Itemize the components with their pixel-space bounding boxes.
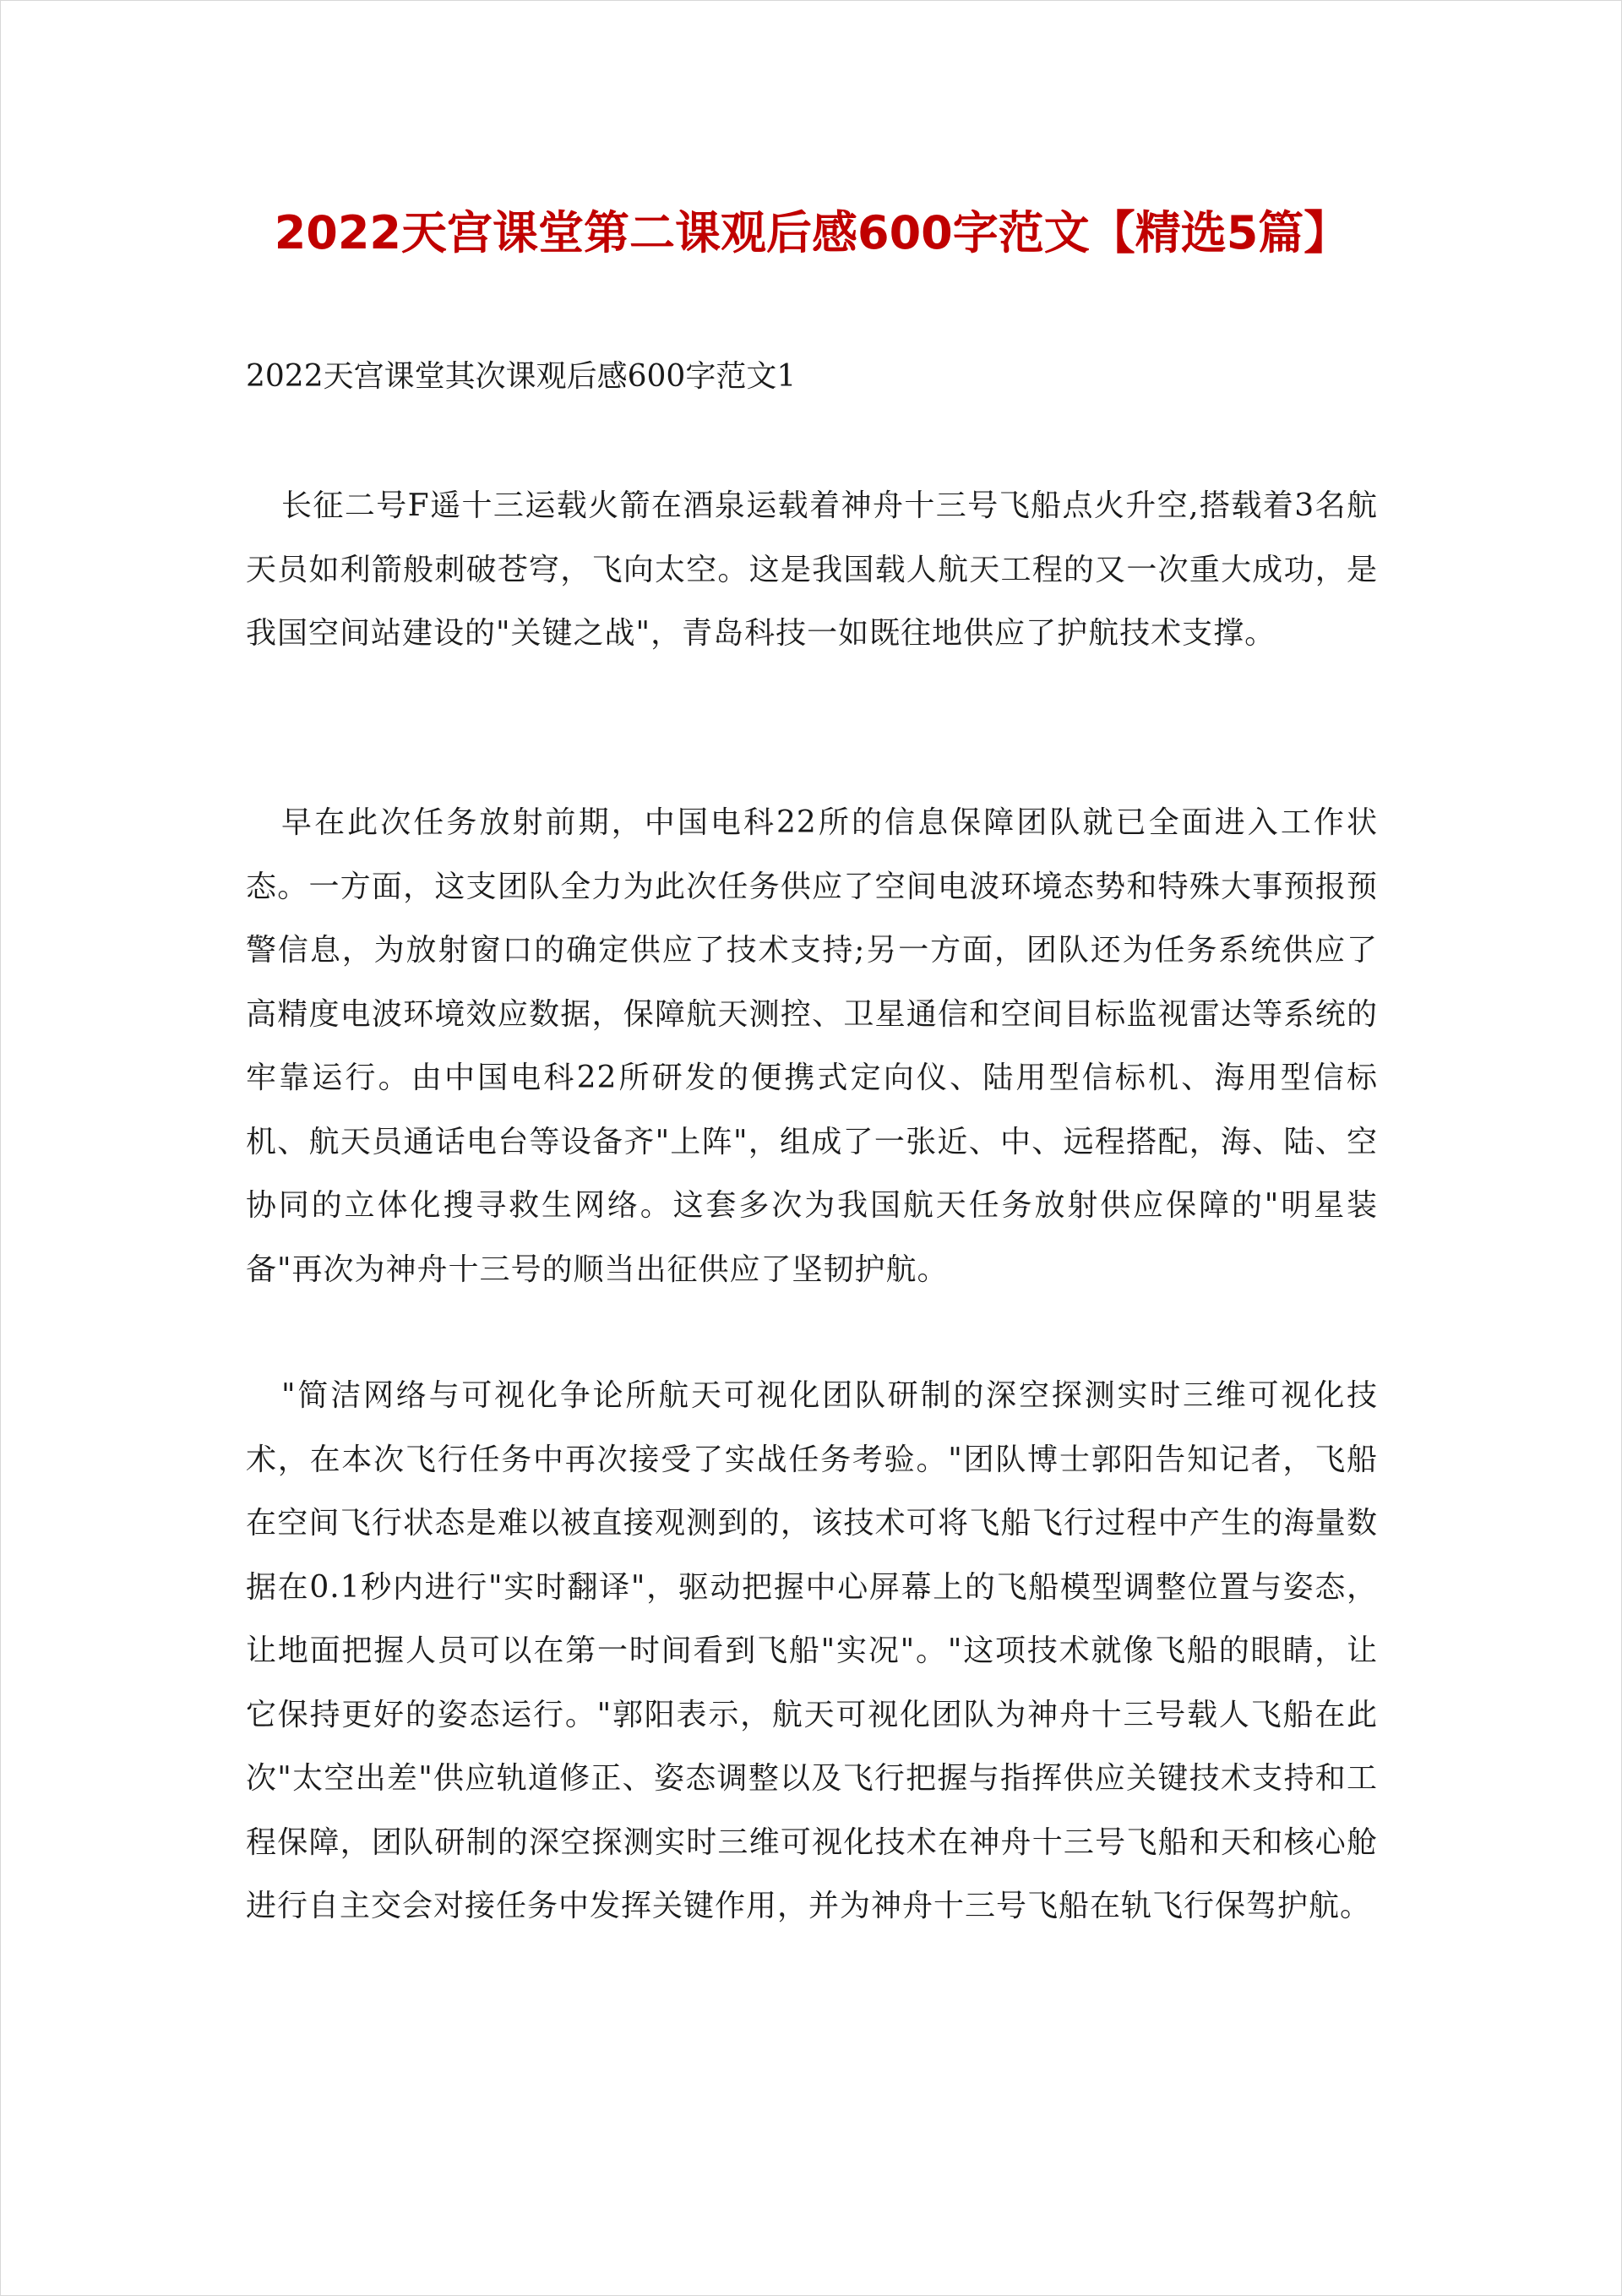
paragraph-2: 早在此次任务放射前期，中国电科22所的信息保障团队就已全面进入工作状态。一方面，这支团队全力为此次任务供应了空间电波环境态势和特殊大事预报预警信息，为放射窗口的确定供应了技术支持;另一方面，团队还为任务系统供应了高精度电波环境效应数据，保障航天测控、卫星通信和空间目标监视雷达等系统的牢靠运行。由中国电科22所研发的便携式定向仪、陆用型信标机、海用型信标机、航天员通话电台等设备齐"上阵"，组成了一张近、中、远程搭配，海、陆、空协同的立体化搜寻救生网络。这套多次为我国航天任务放射供应保障的"明星装备"再次为神舟十三号的顺当出征供应了坚韧护航。 — [246, 805, 1378, 1287]
document-title: 2022天宫课堂第二课观后感600字范文【精选5篇】 — [274, 206, 1350, 259]
paragraph-3: "简洁网络与可视化争论所航天可视化团队研制的深空探测实时三维可视化技术，在本次飞行任务中再次接受了实战任务考验。"团队博士郭阳告知记者，飞船在空间飞行状态是难以被直接观测到的，该技术可将飞船飞行过程中产生的海量数据在0.1秒内进行"实时翻译"，驱动把握中心屏幕上的飞船模型调整位置与姿态，让地面把握人员可以在第一时间看到飞船"实况"。"这项技术就像飞船的眼睛，让它保持更好的姿态运行。"郭阳表示，航天可视化团队为神舟十三号载人飞船在此次"太空出差"供应轨道修正、姿态调整以及飞行把握与指挥供应关键技术支持和工程保障，团队研制的深空探测实时三维可视化技术在神舟十三号飞船和天和核心舱进行自主交会对接任务中发挥关键作用，并为神舟十三号飞船在轨飞行保驾护航。 — [246, 1378, 1378, 1923]
paragraph-1: 长征二号F遥十三运载火箭在酒泉运载着神舟十三号飞船点火升空,搭载着3名航天员如利箭般刺破苍穹，飞向太空。这是我国载人航天工程的又一次重大成功，是我国空间站建设的"关键之战"，青岛科技一如既往地供应了护航技术支撑。 — [246, 488, 1378, 651]
essay-subtitle: 2022天宫课堂其次课观后感600字范文1 — [246, 359, 797, 394]
